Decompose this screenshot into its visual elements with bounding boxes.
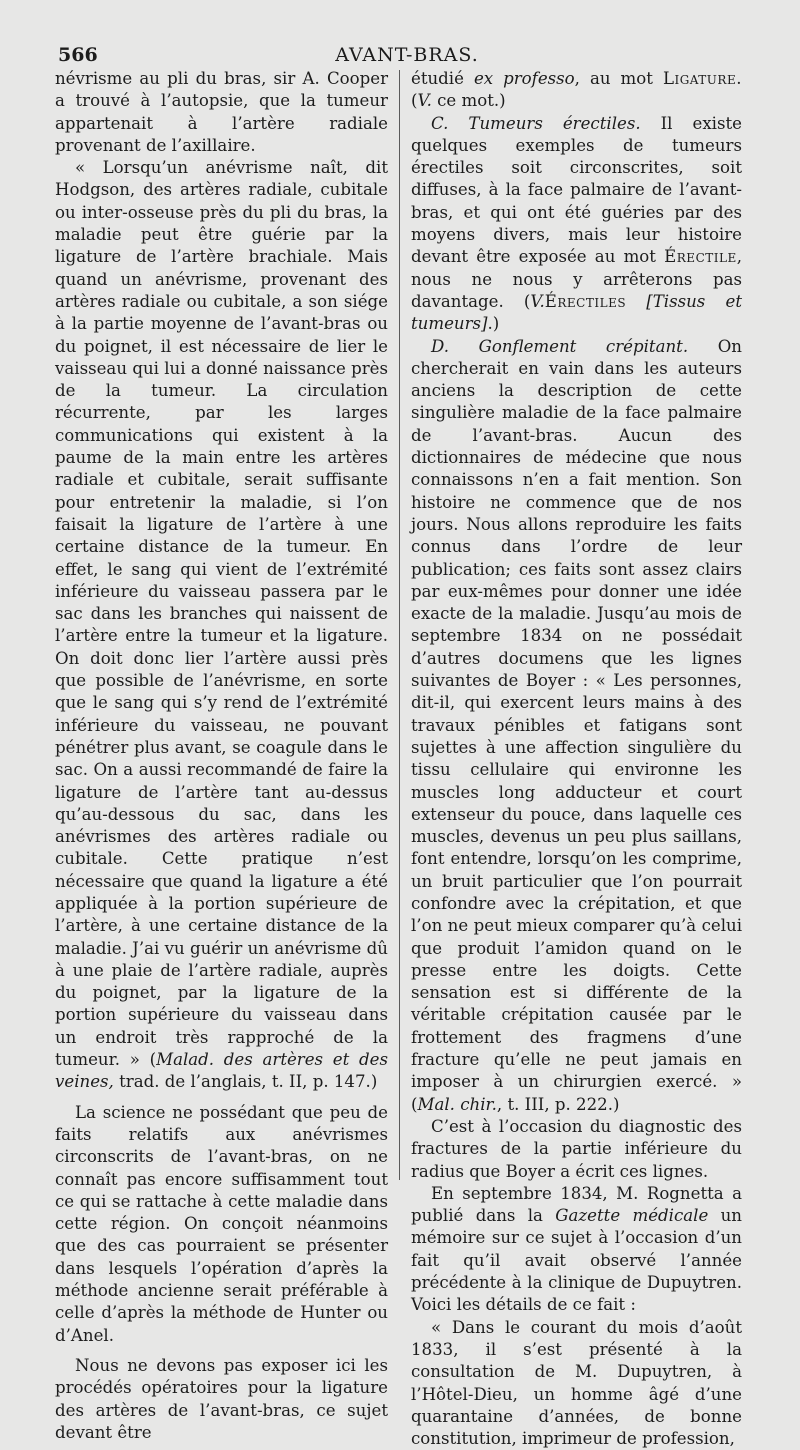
italic-text: V. <box>417 91 432 111</box>
right-column <box>411 68 742 1450</box>
running-title: AVANT-BRAS. <box>335 44 479 66</box>
page-number: 566 <box>58 44 98 66</box>
cross-reference: Érectile <box>664 247 737 267</box>
italic-text: Gazette médicale <box>555 1206 709 1226</box>
cross-reference: Ligature. <box>662 69 742 88</box>
text: , nous ne nous y arrêterons pas davantage. ( <box>411 247 742 311</box>
hodgson-quote-paragraph <box>55 157 388 1093</box>
reference-detail: , t. III, p. 222.) <box>496 1094 620 1114</box>
paragraph: C’est à l’occasion du diagnostic des fractures de la partie inférieure du radius que Boyer a écrit ces lignes. <box>411 1116 742 1181</box>
paragraph: Nous ne devons pas exposer ici les procédés opératoires pour la ligature des artères de l’avant-bras, ce sujet devant être <box>55 1355 388 1442</box>
page-header <box>58 40 756 70</box>
section-heading: C. Tumeurs érectiles. <box>431 113 641 133</box>
left-column <box>55 68 388 1444</box>
text: , au mot <box>574 69 663 88</box>
section-heading: D. Gonflement crépitant. <box>431 336 689 356</box>
reference-detail: trad. de l’anglais, t. II, p. 147.) <box>113 1072 378 1092</box>
text: ( <box>411 91 418 111</box>
text: Il existe quelques exemples de tumeurs érectiles soit circonscrites, soit diffuses, à la face palmaire de l’avant-bras, et qui ont été guéries par des moyens divers, mais leur histoire devant être exposée au mot <box>411 113 742 267</box>
italic-text: ex professo <box>473 69 575 88</box>
reference-title: Mal. chir. <box>417 1094 497 1114</box>
text: .) <box>487 314 500 334</box>
paragraph <box>411 1183 742 1317</box>
text: On chercherait en vain dans les auteurs anciens la description de cette singulière maladie de la face palmaire de l’avant-bras. Aucun des dictionnaires de médecine que nous connaissons n’en a fait mention. Son histoire ne commence que de nos jours. Nous allons reproduire les faits connus dans l’ordre de leur publication; ces faits sont assez clairs par eux-mêmes pour donner une idée exacte de la maladie. Jusqu’au mois de septembre 1834 on ne possédait d’autres documens que les lignes suivantes de Boyer : « Les personnes, dit-il, qui exercent leurs mains à des travaux pénibles et fatigans sont sujettes à une affection singulière du tissu cellulaire qui environne les muscles long adducteur et court extenseur du pouce, dans laquelle ces muscles, devenus un peu plus saillans, font entendre, lorsqu’on les comprime, un bruit particulier que l’on pourrait confondre avec la crépitation, et que l’on ne peut mieux comparer qu’à celui que produit l’amidon quand on le presse entre les doigts. Cette sensation est si différente de la véritable crépitation causée par le frottement des fragmens d’une fracture qu’elle ne peut jamais en imposer à un chirurgien exercé. » ( <box>411 336 742 1114</box>
paragraph <box>411 68 742 113</box>
quote-text: « Lorsqu’un anévrisme naît, dit Hodgson, des artères radiale, cubitale ou inter-osseuse près du pli du bras, la maladie peut être guérie par la ligature de l’artère brachiale. Mais quand un anévrisme, provenant des artères radiale ou cubitale, a son siége à la partie moyenne de l’avant-bras ou du poignet, il est nécessaire de lier le vaisseau qui lui a donné naissance près de la tumeur. La circulation récurrente, par les larges communications qui existent à la paume de la main entre les artères radiale et cubitale, serait suffisante pour entretenir la maladie, si l’on faisait la ligature de l’artère à une certaine distance de la tumeur. En effet, le sang qui vient de l’extrémité inférieure du vaisseau passera par le sac dans les branches qui naissent de l’artère entre la tumeur et la ligature. On doit donc lier l’artère aussi près que possible de l’anévrisme, en sorte que le sang qui s’y rend de l’extrémité inférieure du vaisseau, ne pouvant pénétrer plus avant, se coagule dans le sac. On a aussi recommandé de faire la ligature de l’artère tant au-dessus qu’au-dessous du sac, dans les anévrismes des artères radiale ou cubitale. Cette pratique n’est nécessaire que quand la ligature a été appliquée à la portion supérieure de l’artère, à une certaine distance de la maladie. J’ai vu guérir un anévrisme dû à une plaie de l’artère radiale, auprès du poignet, par la ligature de la portion supérieure du vaisseau dans un endroit très rapproché de la tumeur. » ( <box>55 158 388 1070</box>
text: En septembre 1834, M. Rognetta a publié dans la <box>411 1183 742 1226</box>
paragraph: « Dans le courant du mois d’août 1833, il s’est présenté à la consultation de M. Dupuytren, à l’Hôtel-Dieu, un homme âgé d’une quarantaine d’années, de bonne constitution, imprimeur de profession, <box>411 1317 742 1449</box>
italic-text: V. <box>530 291 545 311</box>
reference-title: Malad. des artères et des veines, <box>55 1050 388 1092</box>
italic-text: [Tissus et tumeurs] <box>411 291 742 334</box>
section-c-paragraph <box>411 113 742 336</box>
text: ce mot.) <box>431 91 506 111</box>
text: un mémoire sur ce sujet à l’occasion d’un fait qu’il avait observé l’année précédente à la clinique de Dupuytren. Voici les détails de ce fait : <box>411 1206 742 1315</box>
text: étudié <box>411 69 474 88</box>
section-d-paragraph <box>411 336 742 1116</box>
cross-reference: Érectiles <box>544 291 627 311</box>
paragraph: La science ne possédant que peu de faits relatifs aux anévrismes circonscrits de l’avant-bras, on ne connaît pas encore suffisamment tout ce qui se rattache à cette maladie dans cette région. On conçoit néanmoins que des cas pourraient se présenter dans lesquels l’opération d’après la méthode ancienne serait préférable à celle d’après la méthode de Hunter ou d’Anel. <box>55 1102 388 1345</box>
paragraph: névrisme au pli du bras, sir A. Cooper a trouvé à l’autopsie, que la tumeur appartenait à l’artère radiale provenant de l’axillaire. <box>55 69 388 155</box>
column-divider <box>399 70 400 1180</box>
